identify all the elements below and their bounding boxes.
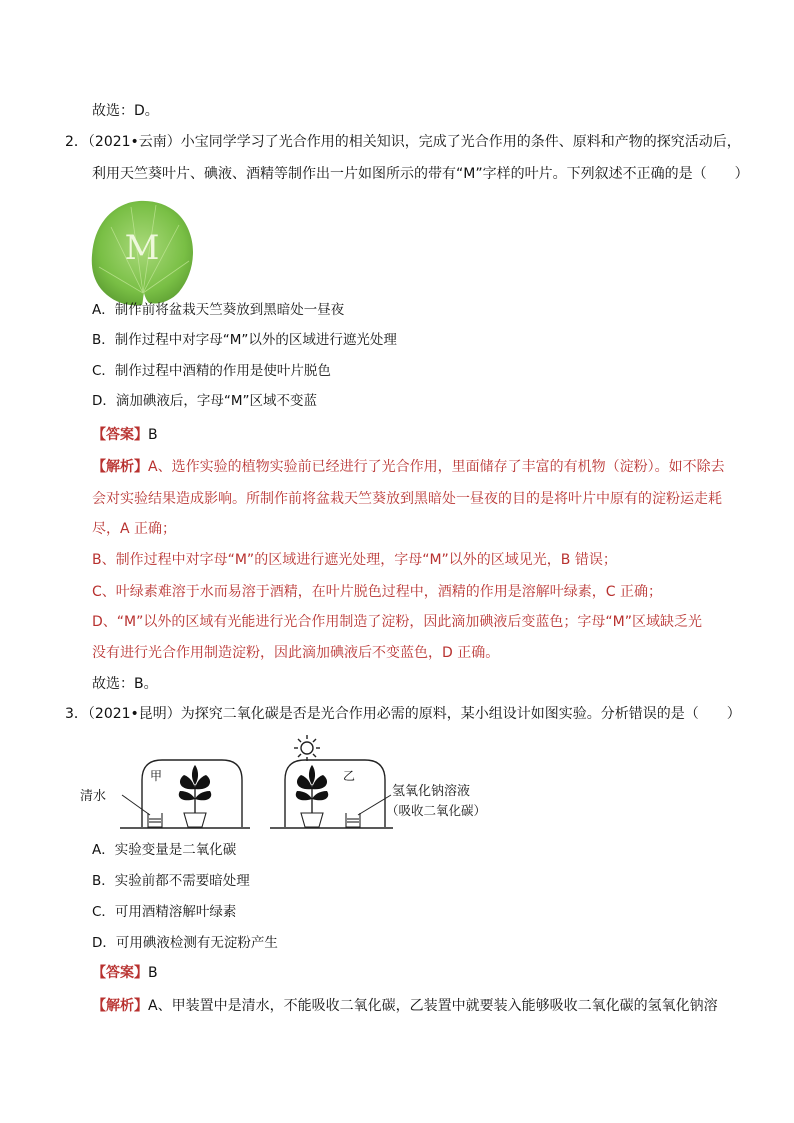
q2-stem-line2: 利用天竺葵叶片、碘液、酒精等制作出一片如图所示的带有“M”字样的叶片。下列叙述不正确的是（ ）	[92, 166, 749, 182]
sun-icon	[294, 735, 320, 761]
label-absorb-co2: （吸收二氧化碳）	[386, 803, 487, 818]
q2-conclusion: 故选：B。	[92, 676, 158, 692]
q3-choice-a: A．实验变量是二氧化碳	[92, 842, 237, 858]
analysis-text: A、甲装置中是清水，不能吸收二氧化碳，乙装置中就要装入能够吸收二氧化碳的氢氧化钠溶	[148, 998, 718, 1014]
q2-stem-line1: 2．（2021•云南）小宝同学学习了光合作用的相关知识，完成了光合作用的条件、原料和产物的探究活动后，	[65, 134, 741, 150]
bell-jar-yi	[270, 760, 393, 828]
beaker-water	[148, 813, 162, 827]
q3-answer	[92, 963, 158, 983]
q2-analysis-line1	[92, 457, 725, 477]
label-yi: 乙	[343, 769, 356, 783]
q2-choice-d: D．滴加碘液后，字母“M”区域不变蓝	[92, 393, 318, 409]
q1-conclusion: 故选：D。	[92, 103, 159, 119]
answer-tag: 【答案】	[92, 965, 148, 981]
label-water: 清水	[80, 789, 107, 804]
q2-analysis-line7: 没有进行光合作用制造淀粉，因此滴加碘液后不变蓝色，D 正确。	[92, 645, 500, 661]
q2-analysis-line4: B、制作过程中对字母“M”的区域进行遮光处理，字母“M”以外的区域见光，B 错误；	[92, 552, 617, 568]
q2-analysis-line3: 尽，A 正确；	[92, 521, 177, 537]
beaker-naoh	[346, 813, 360, 827]
q2-choice-a: A．制作前将盆栽天竺葵放到黑暗处一昼夜	[92, 302, 345, 318]
answer-tag: 【答案】	[92, 427, 148, 443]
analysis-tag: 【解析】	[92, 459, 148, 475]
q2-analysis-line6: D、“M”以外的区域有光能进行光合作用制造了淀粉，因此滴加碘液后变蓝色；字母“M”区域缺乏光	[92, 614, 702, 630]
plant-jia	[179, 765, 211, 827]
label-naoh: 氢氧化钠溶液	[392, 784, 471, 799]
q3-choice-c: C．可用酒精溶解叶绿素	[92, 904, 237, 920]
q2-answer	[92, 425, 158, 445]
label-jia: 甲	[150, 769, 163, 783]
q3-choice-b: B．实验前都不需要暗处理	[92, 873, 250, 889]
q2-analysis-line2: 会对实验结果造成影响。所制作前将盆栽天竺葵放到黑暗处一昼夜的目的是将叶片中原有的淀粉运走耗	[92, 491, 722, 507]
q3-analysis-line1	[92, 996, 718, 1016]
q3-stem: 3．（2021•昆明）为探究二氧化碳是否是光合作用必需的原料，某小组设计如图实验。分析错误的是（ ）	[65, 706, 741, 722]
leaf-letter: M	[124, 228, 160, 268]
answer-value: B	[148, 965, 158, 981]
experiment-setup-figure	[80, 735, 510, 835]
analysis-tag: 【解析】	[92, 998, 148, 1014]
plant-yi	[296, 765, 328, 827]
answer-value: B	[148, 427, 158, 443]
q2-analysis-line5: C、叶绿素难溶于水而易溶于酒精，在叶片脱色过程中，酒精的作用是溶解叶绿素，C 正确；	[92, 584, 662, 600]
q2-choice-b: B．制作过程中对字母“M”以外的区域进行遮光处理	[92, 332, 397, 348]
q2-choice-c: C．制作过程中酒精的作用是使叶片脱色	[92, 363, 331, 379]
leaf-m-figure	[91, 197, 194, 309]
q3-choice-d: D．可用碘液检测有无淀粉产生	[92, 935, 278, 951]
analysis-text: A、选作实验的植物实验前已经进行了光合作用，里面储存了丰富的有机物（淀粉）。如不除去	[148, 459, 725, 475]
